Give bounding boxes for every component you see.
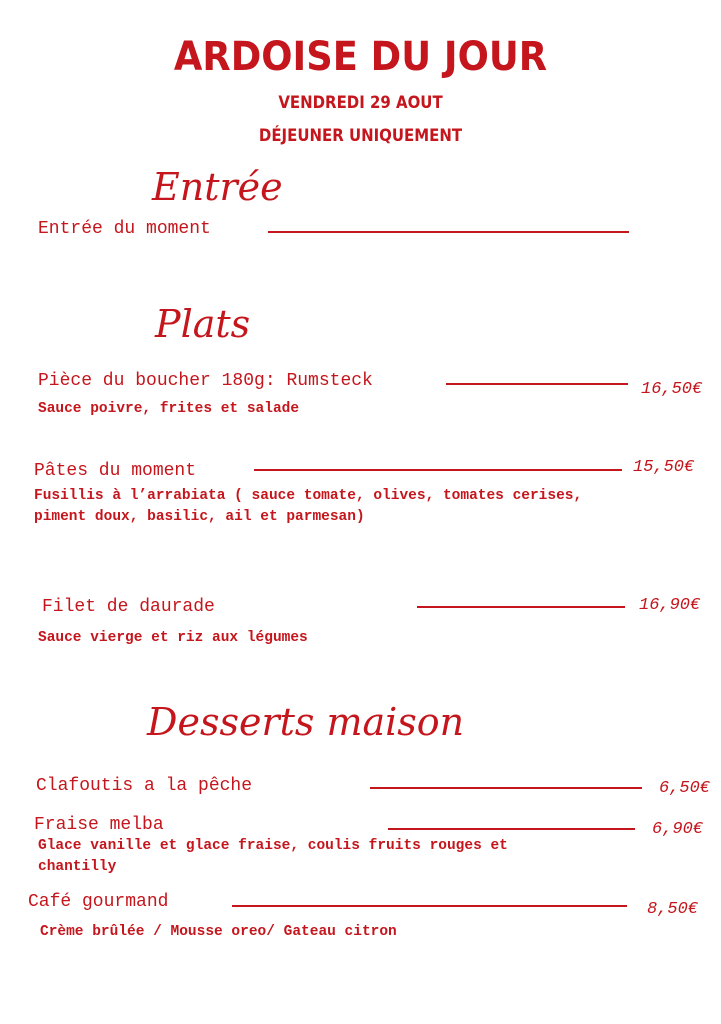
menu-service: DÉJEUNER UNIQUEMENT bbox=[258, 126, 463, 146]
item-desc-pates-line2: piment doux, basilic, ail et parmesan) bbox=[34, 509, 365, 525]
item-desc-fraise-melba-line1: Glace vanille et glace fraise, coulis fruits rouges et bbox=[38, 838, 508, 854]
item-price-fraise-melba: 6,90€ bbox=[652, 820, 704, 839]
section-title-desserts: Desserts maison bbox=[147, 700, 465, 744]
dotted-rule bbox=[388, 828, 635, 830]
item-desc-fraise-melba-line2: chantilly bbox=[38, 859, 117, 875]
item-price-pates: 15,50€ bbox=[633, 458, 695, 477]
item-name-entree-du-moment: Entrée du moment bbox=[38, 219, 211, 239]
item-name-rumsteck: Pièce du boucher 180g: Rumsteck bbox=[38, 371, 373, 391]
item-name-clafoutis: Clafoutis a la pêche bbox=[36, 776, 253, 796]
item-price-cafe-gourmand: 8,50€ bbox=[647, 900, 699, 919]
menu-date: VENDREDI 29 AOUT bbox=[278, 93, 443, 113]
dotted-rule bbox=[446, 383, 628, 385]
item-desc-rumsteck: Sauce poivre, frites et salade bbox=[38, 401, 300, 417]
item-price-clafoutis: 6,50€ bbox=[659, 779, 711, 798]
section-title-entree: Entrée bbox=[152, 165, 283, 209]
item-price-rumsteck: 16,50€ bbox=[641, 380, 703, 399]
dotted-rule bbox=[268, 231, 629, 233]
item-name-cafe-gourmand: Café gourmand bbox=[28, 892, 169, 912]
menu-title: ARDOISE DU JOUR bbox=[173, 34, 548, 80]
item-desc-pates-line1: Fusillis à l’arrabiata ( sauce tomate, olives, tomates cerises, bbox=[34, 488, 583, 504]
dotted-rule bbox=[232, 905, 627, 907]
section-title-plats: Plats bbox=[155, 302, 251, 346]
item-name-daurade: Filet de daurade bbox=[42, 597, 215, 617]
dotted-rule bbox=[254, 469, 622, 471]
item-desc-daurade: Sauce vierge et riz aux légumes bbox=[38, 630, 308, 646]
item-price-daurade: 16,90€ bbox=[639, 596, 701, 615]
item-name-pates: Pâtes du moment bbox=[34, 461, 197, 481]
item-name-fraise-melba: Fraise melba bbox=[34, 815, 164, 835]
dotted-rule bbox=[417, 606, 625, 608]
dotted-rule bbox=[370, 787, 642, 789]
item-desc-cafe-gourmand: Crème brûlée / Mousse oreo/ Gateau citron bbox=[40, 924, 397, 940]
